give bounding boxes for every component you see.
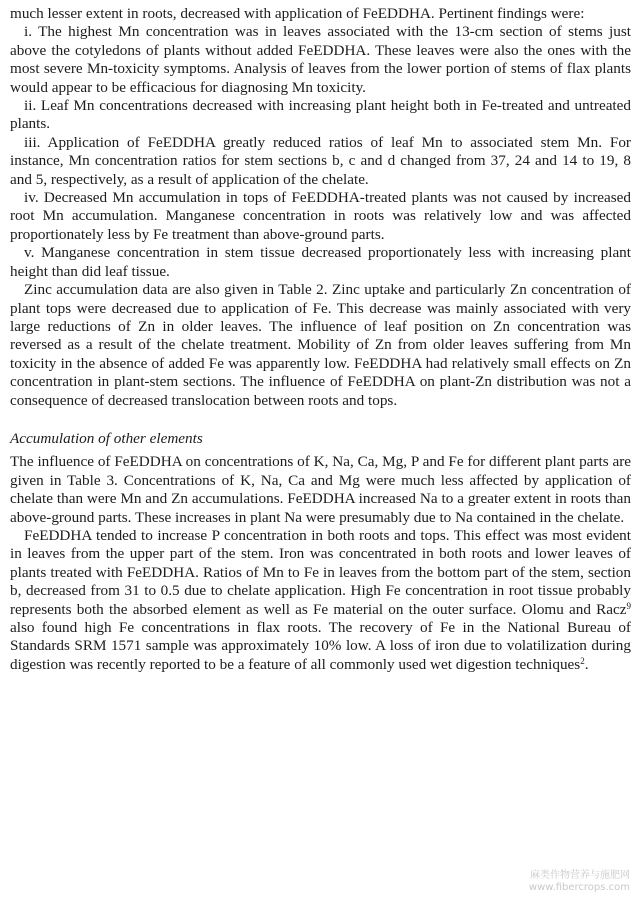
- top-paragraph: much lesser extent in roots, decreased with application of FeEDDHA. Pertinent findings were:: [10, 5, 585, 22]
- site-watermark: [529, 870, 630, 894]
- finding-ii: ii. Leaf Mn concentrations decreased with increasing plant height both in Fe-treated and untreated plants.: [10, 97, 631, 133]
- paragraph-text: .: [584, 655, 589, 673]
- other-elements-paragraph-1: The influence of FeEDDHA on concentrations of K, Na, Ca, Mg, P and Fe for different plant parts are given in Table 3. Concentrations of K, Na, Ca and Mg were much less affected by application of chelate than were Mn and Zn accumulations. FeEDDHA increased Na to a greater extent in roots than above-ground parts. These increases in plant Na were presumably due to Na contained in the chelate.: [10, 453, 631, 526]
- other-elements-paragraph-2: [10, 527, 631, 674]
- paragraph-text: FeEDDHA tended to increase P concentration in both roots and tops. This effect was most evident in leaves from the upper part of the stem. Iron was concentrated in both roots and lower leaves of plants treated with FeEDDHA. Ratios of Mn to Fe in leaves from the bottom part of the stem, section b, decreased from 31 to 0.5 due to chelate application. High Fe concentration in root tissue probably represents both the absorbed element as well as Fe material on the outer surface. Olomu and Racz: [10, 526, 631, 618]
- watermark-line: 麻类作物营养与施肥网: [530, 870, 630, 881]
- reference-superscript: 2: [580, 655, 585, 666]
- finding-iv: iv. Decreased Mn accumulation in tops of FeEDDHA-treated plants was not caused by increased root Mn accumulation. Manganese concentration in roots was relatively low and was affected proportionately less by Fe treatment than above-ground parts.: [10, 189, 631, 243]
- zinc-paragraph: Zinc accumulation data are also given in Table 2. Zinc uptake and particularly Zn concentration of plant tops were decreased due to application of Fe. This decrease was mainly associated with very large reductions of Zn in older leaves. The influence of leaf position on Zn concentration was reversed as a result of the chelate treatment. Mobility of Zn from older leaves suffering from Mn toxicity in the absence of added Fe was apparently low. FeEDDHA had relatively small effects on Zn concentration in plant-stem sections. The influence of FeEDDHA on plant-Zn distribution was not a consequence of decreased translocation between roots and tops.: [10, 281, 631, 409]
- finding-i: i. The highest Mn concentration was in leaves associated with the 13-cm section of stems just above the cotyledons of plants without added FeEDDHA. These leaves were also the ones with the most severe Mn-toxicity symptoms. Analysis of leaves from the lower portion of stems of flax plants would appear to be efficacious for diagnosing Mn toxicity.: [10, 23, 631, 96]
- finding-v: v. Manganese concentration in stem tissue decreased proportionately less with increasing plant height than did leaf tissue.: [10, 244, 631, 280]
- section-heading: Accumulation of other elements: [10, 429, 203, 447]
- paragraph-text: also found high Fe concentrations in flax roots. The recovery of Fe in the National Bureau of Standards SRM 1571 sample was approximately 10% low. A loss of iron due to volatilization during digestion was recently reported to be a feature of all commonly used wet digestion techniques: [10, 619, 631, 673]
- reference-superscript: 9: [626, 600, 631, 611]
- watermark-line: www.fibercrops.com: [528, 882, 630, 893]
- finding-iii: iii. Application of FeEDDHA greatly reduced ratios of leaf Mn to associated stem Mn. For instance, Mn concentration ratios for stem sections b, c and d changed from 37, 24 and 14 to 19, 8 and 5, respectively, as a result of application of the chelate.: [10, 133, 631, 188]
